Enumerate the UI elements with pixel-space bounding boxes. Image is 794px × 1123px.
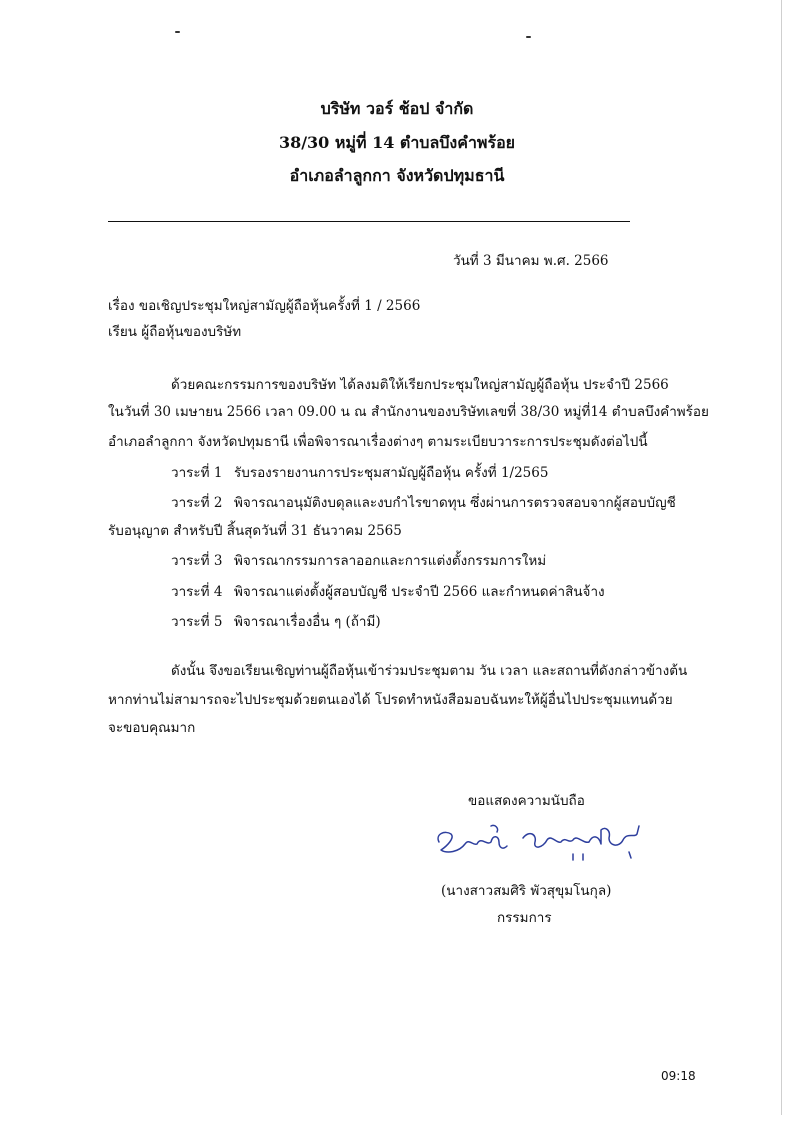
signatory-position: กรรมการ [497,910,552,926]
agenda-label: วาระที่ 5 [171,614,223,630]
agenda-text: พิจารณากรรมการลาออกและการแต่งตั้งกรรมการใหม่ [234,553,547,569]
agenda-label: วาระที่ 1 [171,465,223,481]
agenda-text: พิจารณาอนุมัติงบดุลและงบกำไรขาดทุน ซึ่งผ่านการตรวจสอบจากผู้สอบบัญชี [234,495,676,511]
letter-recipient: เรียน ผู้ถือหุ้นของบริษัท [108,324,242,340]
agenda-label: วาระที่ 3 [171,553,223,569]
company-name: บริษัท วอร์ ช้อป จำกัด [320,99,474,118]
letter-subject: เรื่อง ขอเชิญประชุมใหญ่สามัญผู้ถือหุ้นครั้งที่ 1 / 2566 [108,298,421,314]
scan-timestamp: 09:18 [661,1069,696,1083]
agenda-text: พิจารณาเรื่องอื่น ๆ (ถ้ามี) [234,614,381,630]
closing-line: ดังนั้น จึงขอเรียนเชิญท่านผู้ถือหุ้นเข้าร่วมประชุมตาม วัน เวลา และสถานที่ดังกล่าวข้างต้น [171,663,688,679]
company-address-line2: อำเภอลำลูกกา จังหวัดปทุมธานี [289,166,505,185]
agenda-label: วาระที่ 2 [171,495,223,511]
scan-mark [175,31,180,33]
closing-line: หากท่านไม่สามารถจะไปประชุมด้วยตนเองได้ โปรดทำหนังสือมอบฉันทะให้ผู้อื่นไปประชุมแทนด้วย [108,692,673,708]
header-divider [108,221,630,222]
agenda-text-continuation: รับอนุญาต สำหรับปี สิ้นสุดวันที่ 31 ธันวาคม 2565 [108,523,402,539]
closing-line: จะขอบคุณมาก [108,720,196,736]
scan-mark [526,36,531,38]
agenda-text: รับรองรายงานการประชุมสามัญผู้ถือหุ้น ครั้งที่ 1/2565 [234,465,549,481]
intro-line: อำเภอลำลูกกา จังหวัดปทุมธานี เพื่อพิจารณาเรื่องต่างๆ ตามระเบียบวาระการประชุมดังต่อไปนี้ [108,434,648,450]
company-address-line1: 38/30 หมู่ที่ 14 ตำบลบึงคำพร้อย [278,133,516,152]
intro-line: ในวันที่ 30 เมษายน 2566 เวลา 09.00 น ณ สำนักงานของบริษัทเลขที่ 38/30 หมู่ที่14 ตำบลบึงคำพร้อย [108,404,709,420]
intro-line: ด้วยคณะกรรมการของบริษัท ได้ลงมติให้เรียกประชุมใหญ่สามัญผู้ถือหุ้น ประจำปี 2566 [171,377,669,393]
handwritten-signature [433,816,653,866]
letter-date: วันที่ 3 มีนาคม พ.ศ. 2566 [453,253,609,269]
agenda-label: วาระที่ 4 [171,584,223,600]
complimentary-close: ขอแสดงความนับถือ [468,793,585,809]
signatory-name: (นางสาวสมศิริ พัวสุขุมโนกุล) [441,883,612,899]
agenda-text: พิจารณาแต่งตั้งผู้สอบบัญชี ประจำปี 2566 และกำหนดค่าสินจ้าง [234,584,605,600]
